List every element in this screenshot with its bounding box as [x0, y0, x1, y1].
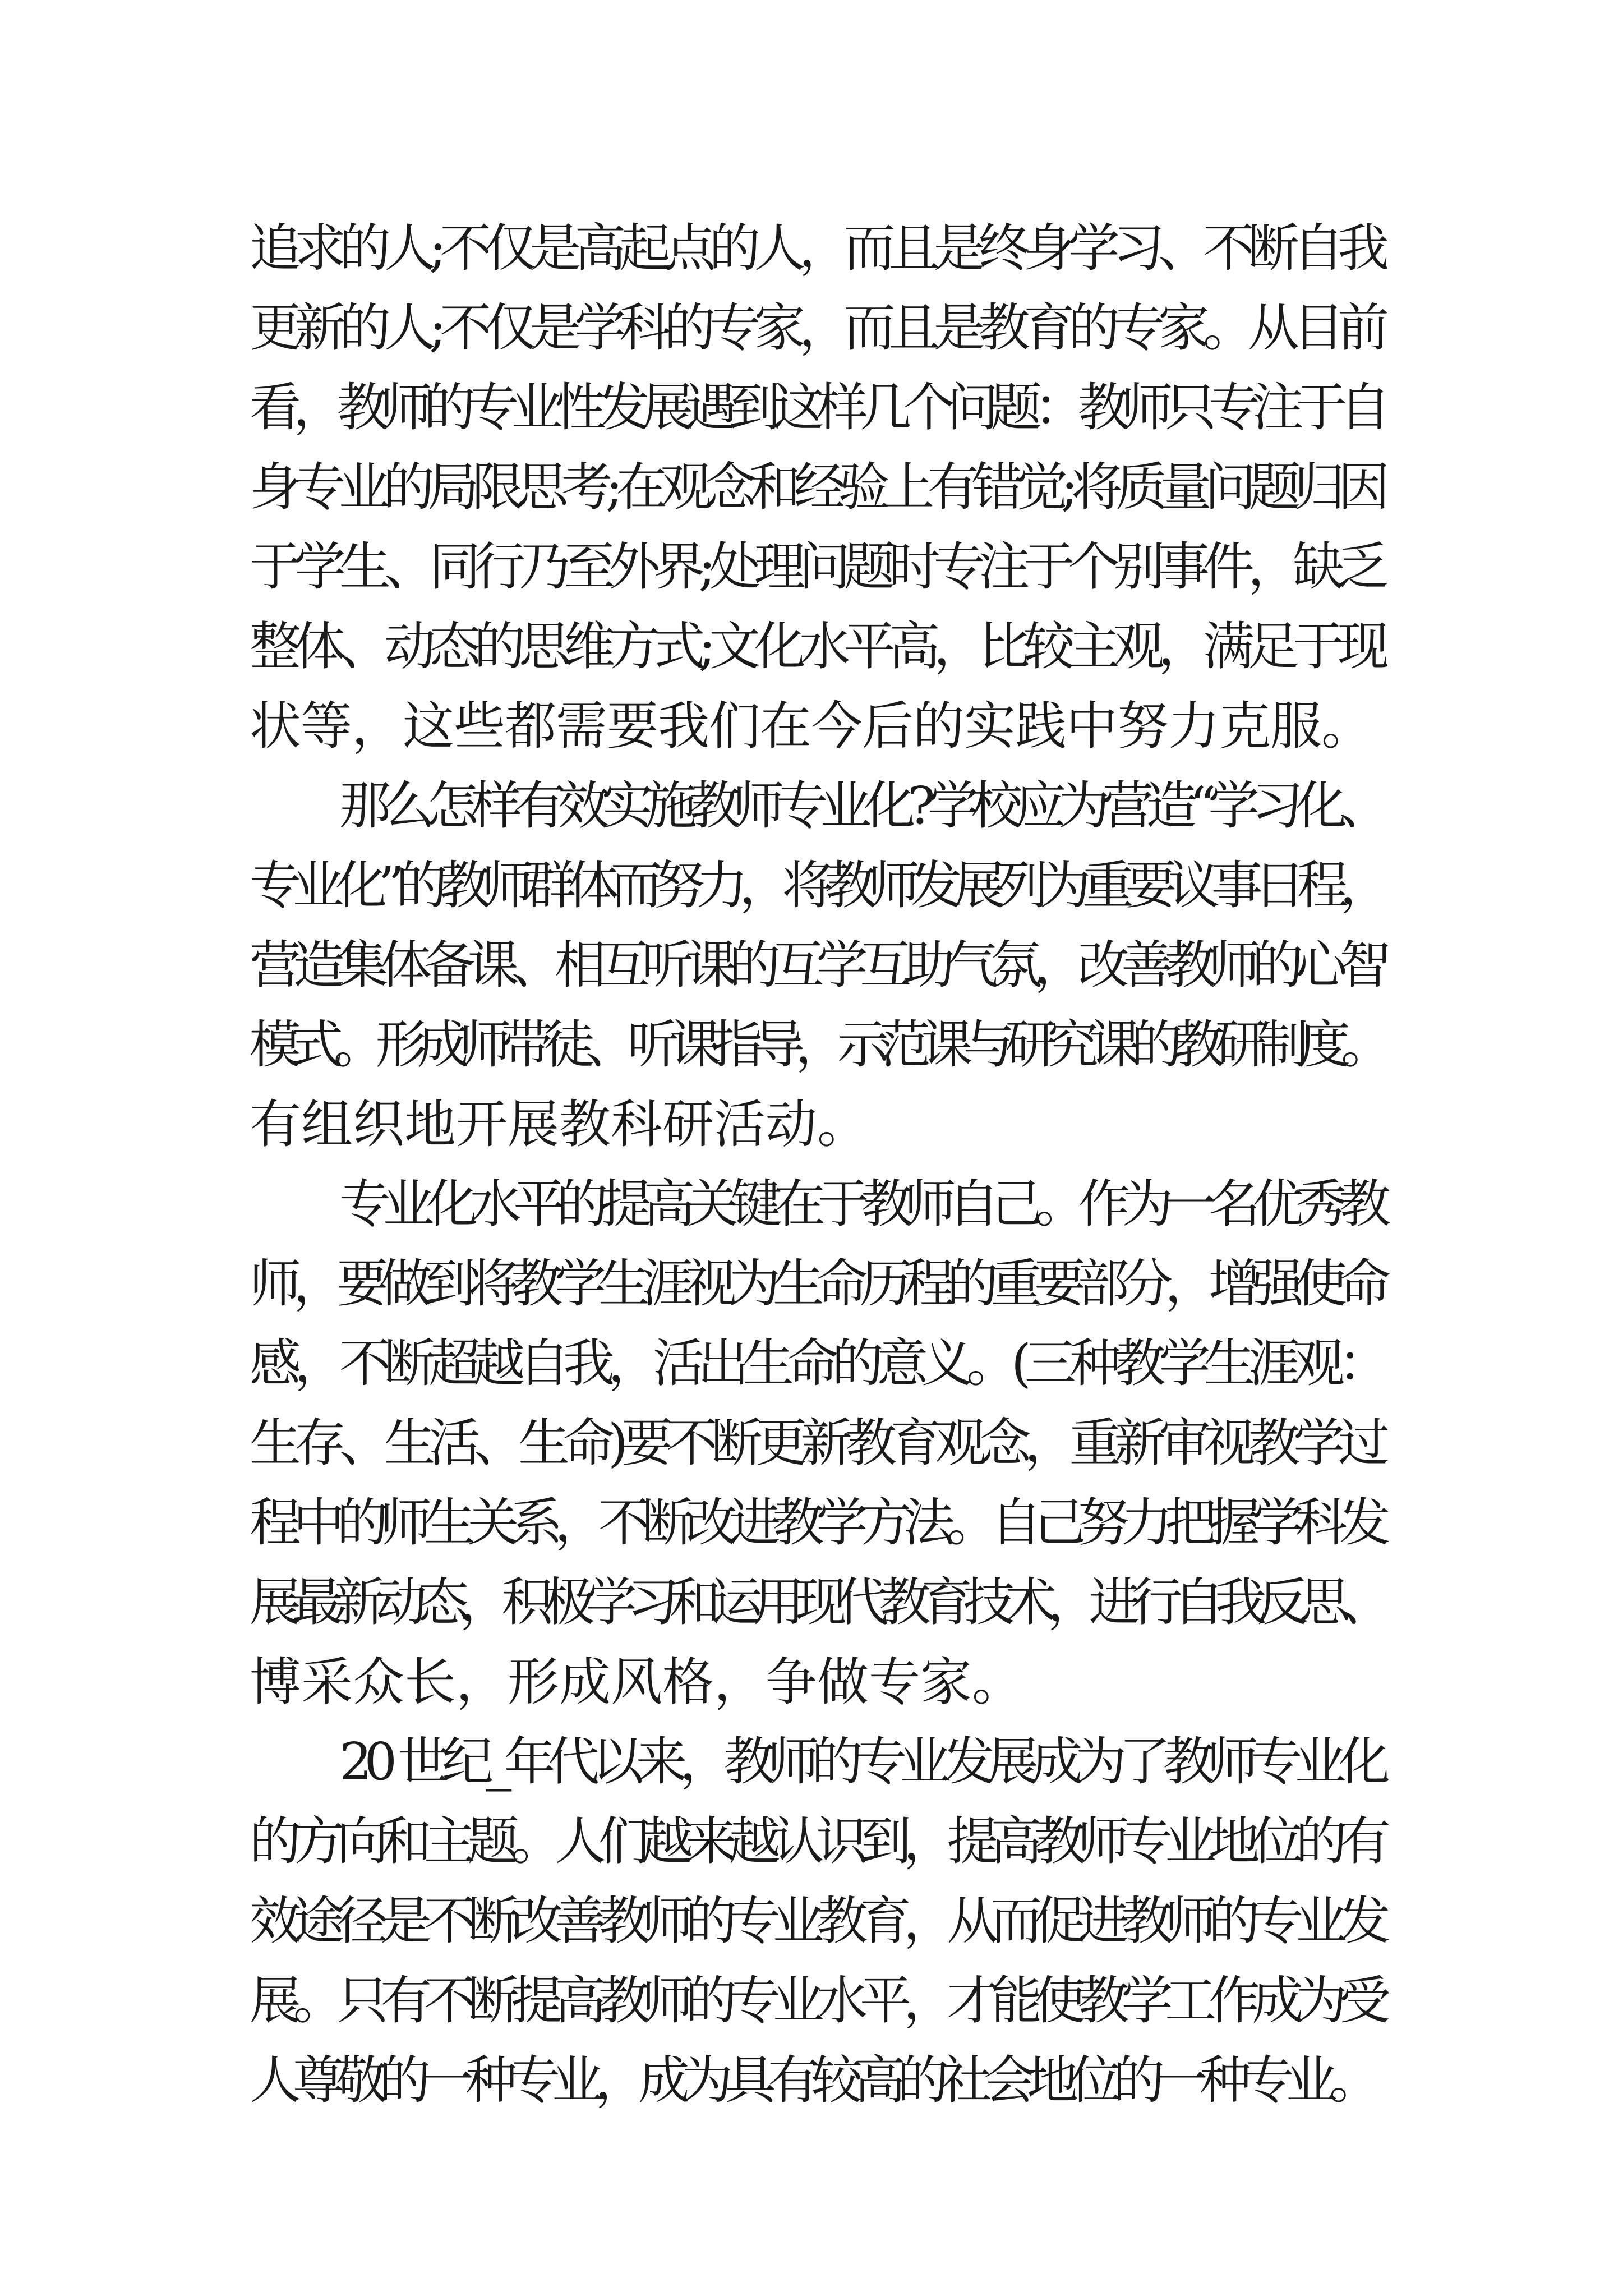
paragraph-4-line-2: 的方向和主题。人们越来越认识到，提高教师专业地位的有 [250, 1811, 1382, 1871]
paragraph-4-line-1: 20 世纪_年代以来，教师的专业发展成为了教师专业化 [339, 1732, 1382, 1792]
paragraph-3-line-1: 专业化水平的提高关键在于教师自己。作为一名优秀教 [339, 1174, 1382, 1234]
paragraph-1-line-5: 于学生、同行乃至外界;处理问题时专注于个别事件，缺乏 [250, 537, 1382, 597]
paragraph-3-line-3: 感，不断超越自我，活出生命的意义。(三种教学生涯观： [250, 1333, 1382, 1393]
paragraph-1-line-1: 追求的人;不仅是高起点的人，而且是终身学习、不断自我 [250, 218, 1382, 278]
paragraph-1-line-3: 看，教师的专业性发展遇到这样几个问题：教师只专注于自 [250, 378, 1382, 438]
paragraph-2-line-3: 营造集体备课、相互听课的互学互助气氛，改善教师的心智 [250, 935, 1382, 995]
paragraph-3-line-6: 展最新动态，积极学习和运用现代教育技术，进行自我反思、 [250, 1572, 1382, 1632]
paragraph-1-line-4: 身专业的局限思考;在观念和经验上有错觉;将质量问题归因 [250, 457, 1382, 517]
paragraph-1-line-6: 整体、动态的思维方式;文化水平高，比较主观，满足于现 [250, 616, 1382, 677]
paragraph-3-line-5: 程中的师生关系，不断改进教学方法。自己努力把握学科发 [250, 1493, 1382, 1553]
paragraph-3-line-2: 师，要做到将教学生涯视为生命历程的重要部分，增强使命 [250, 1254, 1382, 1314]
paragraph-4-line-5: 人尊敬的一种专业，成为具有较高的社会地位的一种专业。 [250, 2050, 1373, 2110]
paragraph-4-line-4: 展。只有不断提高教师的专业水平，才能使教学工作成为受 [250, 1971, 1382, 2031]
paragraph-2-line-1: 那么怎样有效实施教师专业化?学校应为营造“学习化、 [339, 776, 1382, 836]
paragraph-2-line-5: 有组织地开展教科研活动。 [250, 1094, 869, 1154]
paragraph-2-line-2: 专业化”的教师群体而努力，将教师发展列为重要议事日程， [250, 855, 1382, 915]
paragraph-1-line-7: 状等，这些都需要我们在今后的实践中努力克服。 [250, 696, 1373, 756]
paragraph-3-line-4: 生存、生活、生命)要不断更新教育观念，重新审视教学过 [250, 1413, 1382, 1473]
paragraph-4-line-3: 效途径是不断改善教师的专业教育，从而促进教师的专业发 [250, 1891, 1382, 1951]
paragraph-3-line-7: 博采众长，形成风格，争做专家。 [250, 1652, 1024, 1712]
paragraph-2-line-4: 模式。形成师带徒、听课指导，示范课与研究课的教研制度。 [250, 1015, 1382, 1075]
body-text [250, 209, 1382, 2120]
paragraph-1-line-2: 更新的人;不仅是学科的专家，而且是教育的专家。从目前 [250, 298, 1382, 358]
